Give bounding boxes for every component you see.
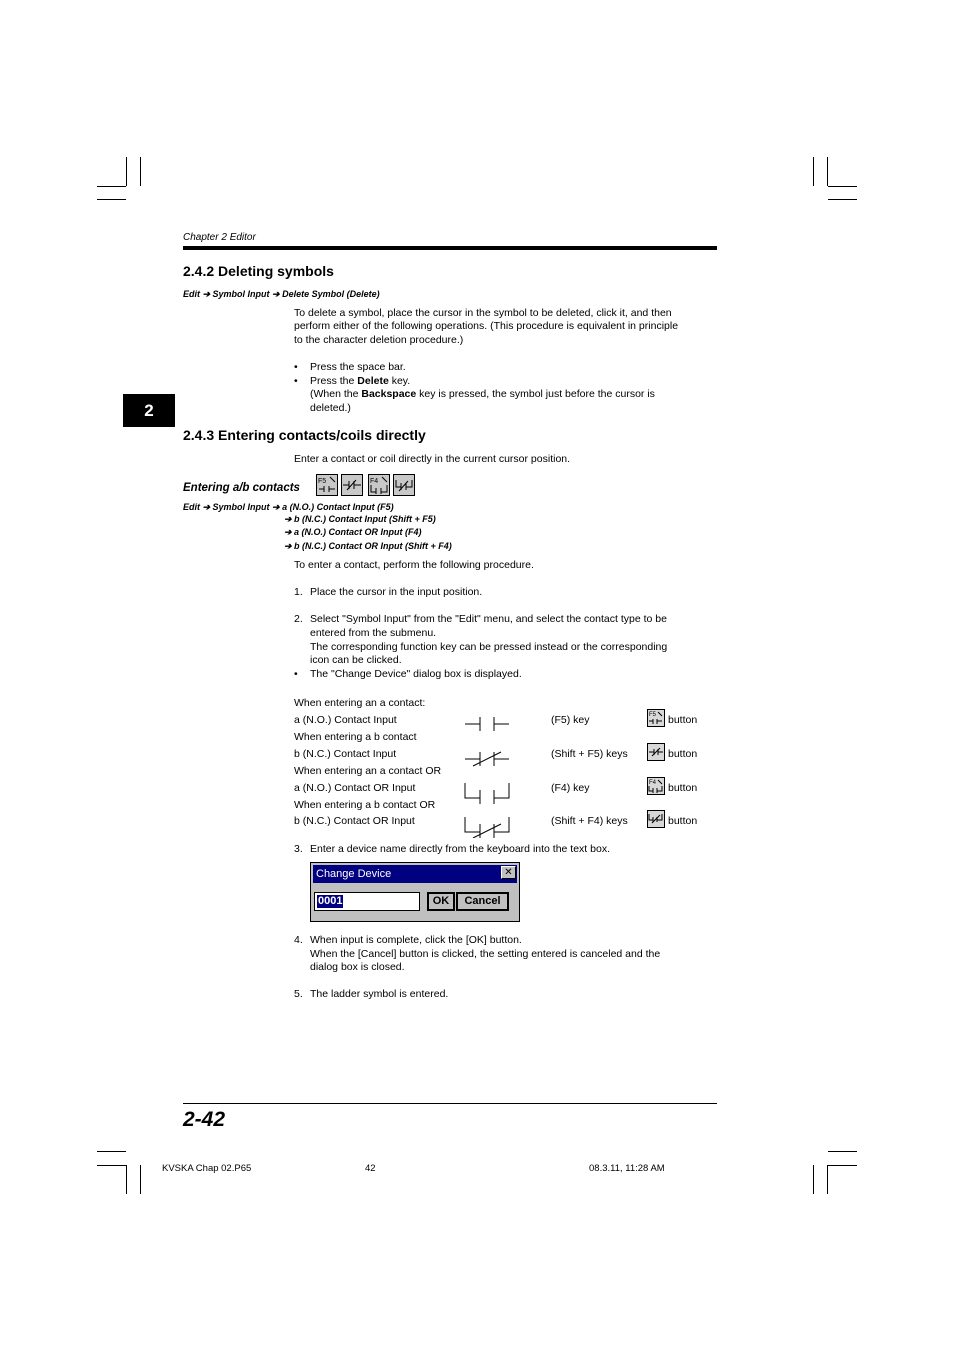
menu-path: Edit ➔ Symbol Input ➔ Delete Symbol (Delete) xyxy=(183,289,380,299)
no-contact-toolbar-icon[interactable] xyxy=(316,474,338,496)
note-line: (When the Backspace key is pressed, the symbol just before the cursor is xyxy=(310,388,655,400)
key-label: F4 xyxy=(649,780,657,786)
footer-rule xyxy=(183,1103,717,1104)
menu-path: ➔ a (N.O.) Contact OR Input (F4) xyxy=(284,527,422,537)
intro-text: Enter a contact or coil directly in the current cursor position. xyxy=(294,453,571,465)
crop-mark xyxy=(813,1165,814,1194)
crop-mark xyxy=(126,1165,127,1194)
no-contact-symbol xyxy=(464,716,510,732)
subsection-title: Entering a/b contacts xyxy=(183,482,300,494)
bullet-text: The "Change Device" dialog box is displayed. xyxy=(310,668,522,680)
step-number: 4. xyxy=(294,934,303,946)
table-desc: When entering a b contact xyxy=(294,731,417,743)
table-name: b (N.C.) Contact Input xyxy=(294,748,397,760)
table-name: b (N.C.) Contact OR Input xyxy=(294,815,415,827)
change-device-dialog xyxy=(310,862,520,922)
step-text: entered from the submenu. xyxy=(310,627,437,639)
chapter-tab: 2 xyxy=(123,394,175,427)
crop-mark xyxy=(97,1151,126,1152)
crop-mark xyxy=(827,157,828,186)
crop-mark xyxy=(140,1165,141,1194)
nc-or-contact-button-icon[interactable] xyxy=(647,810,665,828)
step-text: When input is complete, click the [OK] button. xyxy=(310,934,522,946)
table-key: (F4) key xyxy=(551,782,590,794)
step-text: icon can be clicked. xyxy=(310,654,402,666)
crop-mark xyxy=(97,186,126,187)
step-text: Place the cursor in the input position. xyxy=(310,586,483,598)
step-number: 1. xyxy=(294,586,303,598)
step-text: Select "Symbol Input" from the "Edit" menu, and select the contact type to be xyxy=(310,613,667,625)
table-key: (Shift + F5) keys xyxy=(551,748,628,760)
crop-mark xyxy=(813,157,814,186)
table-desc: When entering a b contact OR xyxy=(294,799,436,811)
no-or-contact-button-icon[interactable] xyxy=(647,777,665,795)
table-btn: button xyxy=(668,748,698,760)
nc-contact-toolbar-icon[interactable] xyxy=(341,474,363,496)
menu-path: ➔ b (N.C.) Contact OR Input (Shift + F4) xyxy=(284,541,452,551)
step-text: The ladder symbol is entered. xyxy=(310,988,449,1000)
bullet-mark: • xyxy=(294,361,298,373)
no-contact-button-icon[interactable] xyxy=(647,709,665,727)
crop-mark xyxy=(97,1165,126,1166)
section-title: 2.4.2 Deleting symbols xyxy=(183,263,334,279)
paragraph-line: To delete a symbol, place the cursor in the symbol to be deleted, click it, and then xyxy=(294,307,672,319)
bullet-mark: • xyxy=(294,375,298,387)
close-icon[interactable]: ✕ xyxy=(501,866,516,879)
table-desc: When entering an a contact OR xyxy=(294,765,442,777)
crop-mark xyxy=(827,1165,828,1194)
table-name: a (N.O.) Contact Input xyxy=(294,714,397,726)
step-number: 3. xyxy=(294,843,303,855)
input-value: 0001 xyxy=(318,895,343,907)
table-btn: button xyxy=(668,714,698,726)
menu-path: ➔ b (N.C.) Contact Input (Shift + F5) xyxy=(284,514,436,524)
nc-or-contact-symbol xyxy=(464,816,510,838)
menu-path: Edit ➔ Symbol Input ➔ a (N.O.) Contact Input (F5) xyxy=(183,502,394,512)
table-desc: When entering an a contact: xyxy=(294,697,426,709)
ok-button[interactable]: OK xyxy=(427,892,455,911)
page-number: 2-42 xyxy=(183,1108,226,1131)
table-key: (F5) key xyxy=(551,714,590,726)
bullet-mark: • xyxy=(294,668,298,680)
table-btn: button xyxy=(668,815,698,827)
key-label: F4 xyxy=(370,478,379,485)
no-or-contact-symbol xyxy=(464,782,510,804)
note-line: deleted.) xyxy=(310,402,351,414)
step-text: dialog box is closed. xyxy=(310,961,405,973)
footer-file: KVSKA Chap 02.P65 xyxy=(162,1163,252,1174)
footer-date: 08.3.11, 11:28 AM xyxy=(589,1163,665,1174)
header-rule xyxy=(183,246,717,250)
crop-mark xyxy=(140,157,141,186)
crop-mark xyxy=(828,1151,857,1152)
device-name-input[interactable] xyxy=(314,892,420,911)
step-text: When the [Cancel] button is clicked, the setting entered is canceled and the xyxy=(310,948,661,960)
nc-or-contact-toolbar-icon[interactable] xyxy=(393,474,415,496)
paragraph-line: perform either of the following operations. (This procedure is equivalent in principle xyxy=(294,320,679,332)
dialog-title: Change Device xyxy=(313,865,517,883)
step-number: 5. xyxy=(294,988,303,1000)
step-text: The corresponding function key can be pressed instead or the corresponding xyxy=(310,641,668,653)
bullet-text: Press the space bar. xyxy=(310,361,406,373)
footer-num: 42 xyxy=(365,1163,376,1174)
crop-mark xyxy=(828,186,857,187)
bullet-text: Press the Delete key. xyxy=(310,375,411,387)
no-or-contact-toolbar-icon[interactable] xyxy=(368,474,390,496)
key-label: F5 xyxy=(649,712,657,718)
chapter-header: Chapter 2 Editor xyxy=(183,232,256,243)
section-title: 2.4.3 Entering contacts/coils directly xyxy=(183,427,426,443)
table-name: a (N.O.) Contact OR Input xyxy=(294,782,416,794)
procedure-intro: To enter a contact, perform the following procedure. xyxy=(294,559,534,571)
step-text: Enter a device name directly from the keyboard into the text box. xyxy=(310,843,610,855)
nc-contact-symbol xyxy=(464,751,510,767)
crop-mark xyxy=(97,199,126,200)
table-key: (Shift + F4) keys xyxy=(551,815,628,827)
key-label: F5 xyxy=(318,478,327,485)
crop-mark xyxy=(126,157,127,186)
paragraph-line: to the character deletion procedure.) xyxy=(294,334,464,346)
crop-mark xyxy=(828,1165,857,1166)
cancel-button[interactable]: Cancel xyxy=(456,892,509,911)
table-btn: button xyxy=(668,782,698,794)
step-number: 2. xyxy=(294,613,303,625)
nc-contact-button-icon[interactable] xyxy=(647,743,665,761)
crop-mark xyxy=(828,199,857,200)
